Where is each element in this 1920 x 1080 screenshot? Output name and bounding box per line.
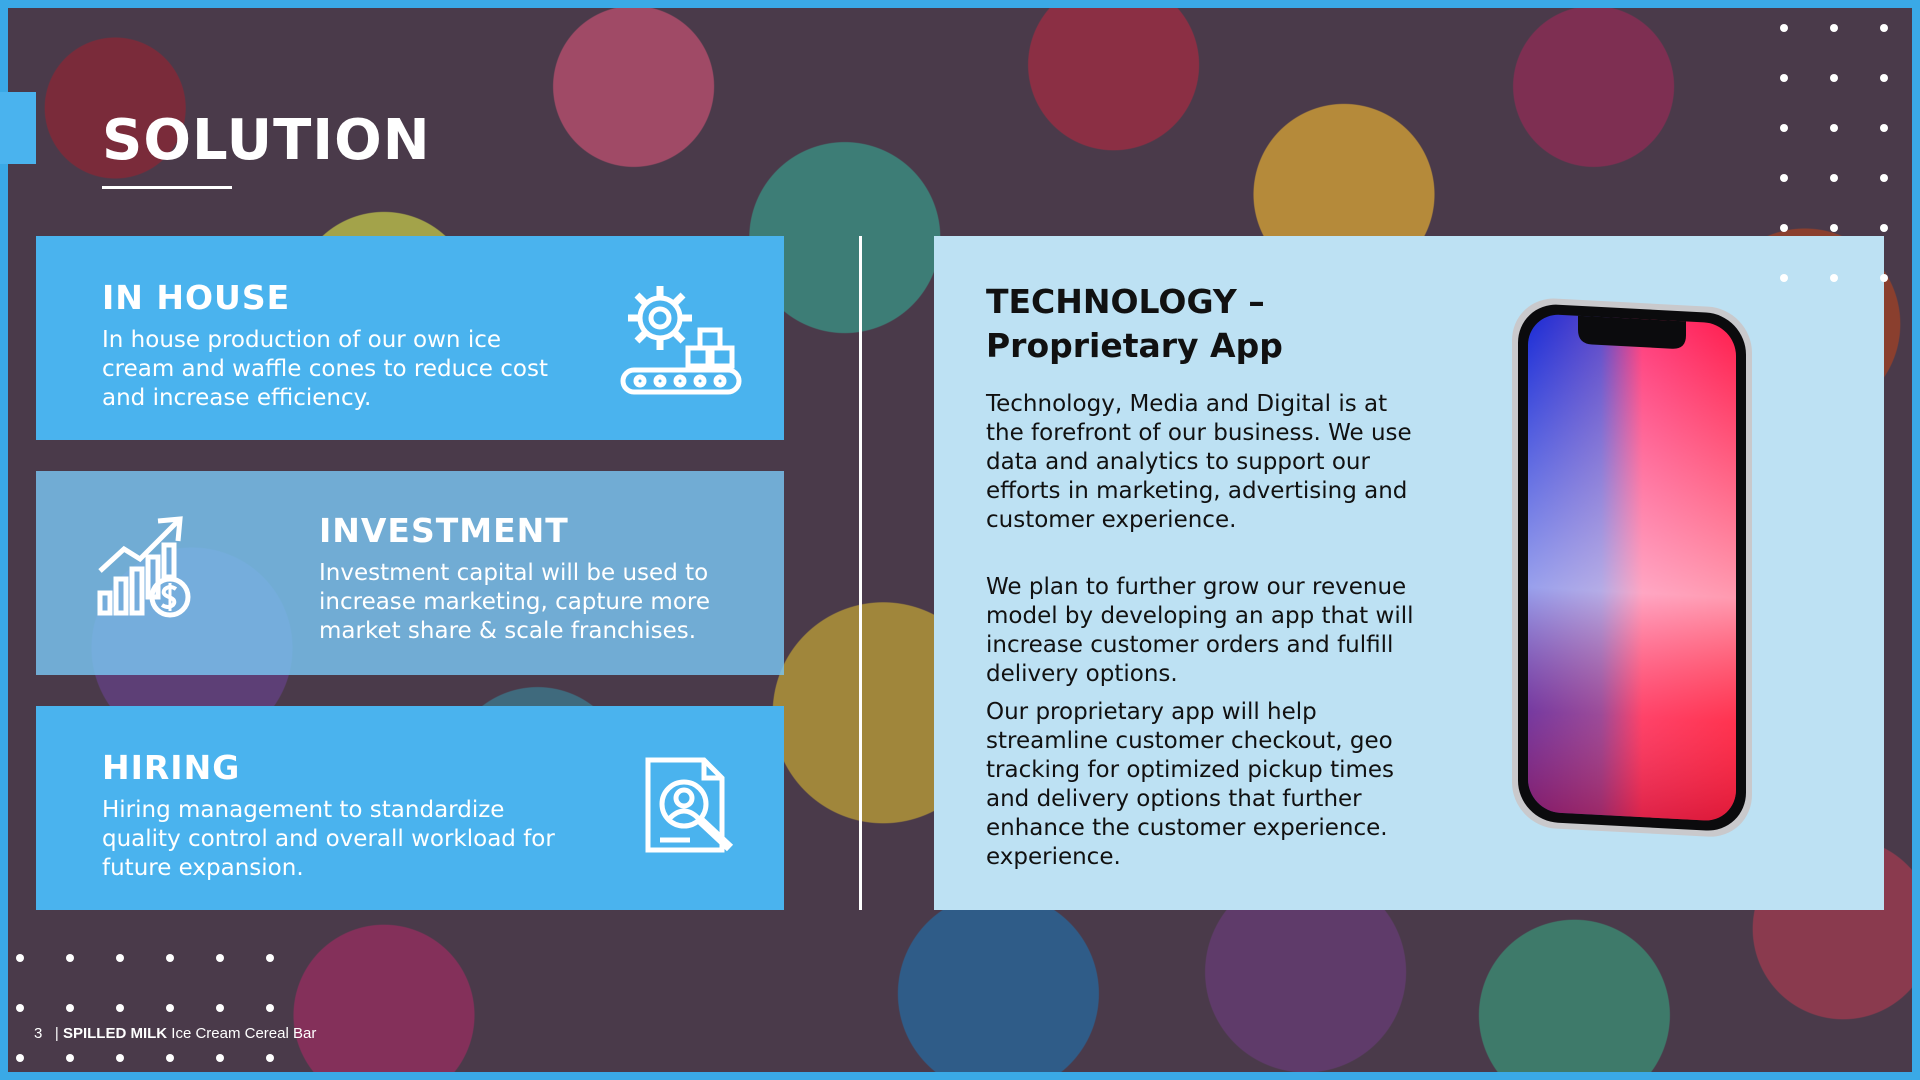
slide-title: SOLUTION: [102, 108, 431, 173]
technology-paragraph: We plan to further grow our revenue model by developing an app that will increase customer orders and fulfill delivery options.: [986, 574, 1414, 687]
dot-grid-bottom-left: [16, 954, 286, 1064]
footer-subtitle: Ice Cream Cereal Bar: [171, 1025, 317, 1042]
card-body: In house production of our own ice cream and waffle cones to reduce cost and increase efficiency.: [102, 327, 548, 411]
technology-heading: TECHNOLOGY – Proprietary App: [986, 282, 1283, 365]
footer-separator: |: [54, 1025, 59, 1042]
slide-footer: [34, 1025, 316, 1042]
card-heading: HIRING: [102, 748, 241, 787]
page-number: 3: [34, 1025, 43, 1042]
card-in-house: [36, 236, 784, 440]
vertical-divider: [859, 236, 862, 910]
document-search-person-icon: [644, 756, 740, 860]
card-body: Hiring management to standardize quality control and overall workload for future expansion.: [102, 797, 555, 881]
technology-panel: [934, 236, 1884, 910]
card-hiring: [36, 706, 784, 910]
gear-conveyor-icon: [620, 280, 742, 402]
card-heading: INVESTMENT: [319, 511, 569, 550]
title-underline: [102, 186, 232, 189]
title-accent-tab: [0, 92, 36, 164]
smartphone-image: [1506, 292, 1766, 856]
card-heading: IN HOUSE: [102, 278, 291, 317]
technology-paragraph: Our proprietary app will help streamline customer checkout, geo tracking for optimized pickup times and delivery options that further enhance the customer experience. experience.: [986, 699, 1395, 870]
card-body: Investment capital will be used to increase marketing, capture more market share & scale franchises.: [319, 560, 710, 644]
technology-paragraph: Technology, Media and Digital is at the forefront of our business. We use data and analytics to support our efforts in marketing, advertising and customer experience.: [986, 391, 1412, 533]
footer-brand: SPILLED MILK: [62, 1025, 168, 1042]
growth-chart-dollar-icon: [96, 515, 196, 625]
card-investment: [36, 471, 784, 675]
dot-grid-top-right: [1780, 24, 1920, 284]
